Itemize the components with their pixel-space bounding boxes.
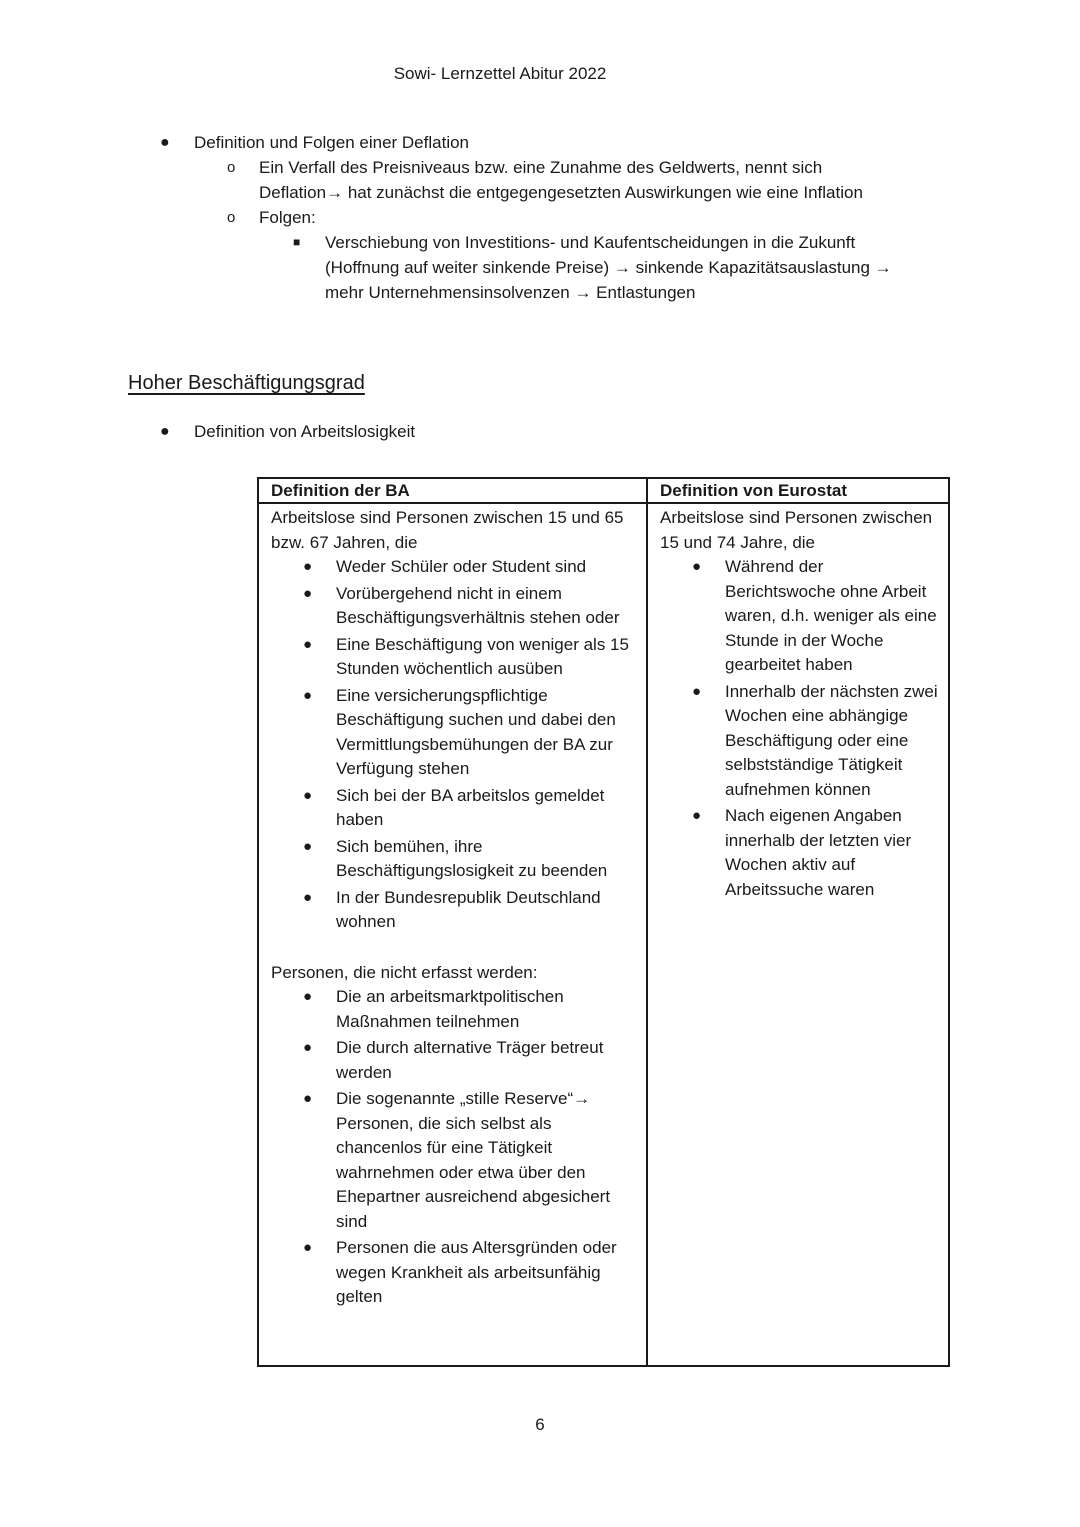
bullet-icon: ● — [160, 134, 170, 151]
list-item: ● Personen die aus Altersgründen oder wegen Krankheit als arbeitsunfähig gelten — [303, 1238, 617, 1306]
unemployment-bullet — [160, 419, 415, 444]
excluded-intro: Personen, die nicht erfasst werden: — [271, 962, 538, 982]
bullet-icon: ● — [303, 1239, 313, 1256]
square-bullet-icon: ■ — [293, 235, 301, 249]
ba-intro: Arbeitslose sind Personen zwischen 15 und 65 bzw. 67 Jahren, die — [271, 508, 624, 552]
deflation-definition-item — [227, 155, 960, 205]
ba-header: Definition der BA — [258, 478, 647, 503]
bullet-icon: ● — [160, 423, 170, 440]
bullet-icon: ● — [303, 888, 313, 906]
list-item: ● Nach eigenen Angaben innerhalb der letzten vier Wochen aktiv auf Arbeitssuche waren — [692, 806, 912, 899]
circle-bullet-icon: o — [227, 159, 236, 176]
excluded-list — [271, 985, 636, 1310]
eurostat-criteria-list — [660, 555, 938, 902]
page-header: Sowi- Lernzettel Abitur 2022 — [393, 64, 607, 83]
ba-cell — [258, 503, 647, 1366]
eurostat-header: Definition von Eurostat — [647, 478, 949, 503]
bullet-icon: ● — [303, 584, 313, 602]
list-item: ● Innerhalb der nächsten zwei Wochen eine abhängige Beschäftigung oder eine selbstständige Tätigkeit aufnehmen können — [692, 681, 938, 799]
consequence-item — [291, 230, 960, 305]
definition-line: Ein Verfall des Preisniveaus bzw. eine Zunahme des Geldwerts, nennt sich — [259, 158, 823, 177]
ba-criteria-list — [271, 555, 636, 935]
bullet-icon: ● — [692, 682, 702, 700]
bullet-icon: ● — [303, 1039, 313, 1056]
eurostat-intro: Arbeitslose sind Personen zwischen 15 und 74 Jahre, die — [660, 508, 933, 552]
bullet-icon: ● — [303, 786, 313, 804]
unemployment-subheading: Definition von Arbeitslosigkeit — [194, 422, 416, 441]
list-item: ● Eine Beschäftigung von weniger als 15 Stunden wöchentlich ausüben — [303, 634, 629, 678]
list-item: ● Die durch alternative Träger betreut werden — [303, 1038, 604, 1082]
list-item: ● Die sogenannte „stille Reserve“→ Personen, die sich selbst als chancenlos für eine Tätigkeit wahrnehmen oder etwa über den Ehepartner ausreichend abgesichert sind — [303, 1089, 611, 1231]
list-item: ● Sich bemühen, ihre Beschäftigungslosigkeit zu beenden — [303, 836, 608, 880]
list-item: ● Eine versicherungspflichtige Beschäftigung suchen und dabei den Vermittlungsbemühungen der BA zur Verfügung stehen — [303, 685, 616, 778]
deflation-bullet — [160, 130, 960, 155]
page-number: 6 — [535, 1415, 545, 1434]
bullet-icon: ● — [692, 807, 702, 824]
consequences-label: Folgen: — [259, 208, 316, 227]
list-item: ● Sich bei der BA arbeitslos gemeldet haben — [303, 785, 605, 829]
section-title: Hoher Beschäftigungsgrad — [128, 372, 365, 394]
deflation-section — [160, 130, 960, 305]
eurostat-cell — [647, 503, 949, 1366]
bullet-icon: ● — [303, 635, 313, 653]
bullet-icon: ● — [303, 1090, 313, 1107]
bullet-icon: ● — [692, 558, 702, 575]
bullet-icon: ● — [303, 558, 313, 575]
list-item: ● Die an arbeitsmarktpolitischen Maßnahmen teilnehmen — [303, 987, 564, 1031]
circle-bullet-icon: o — [227, 209, 236, 226]
consequence-line: mehr Unternehmensinsolvenzen → Entlastungen — [325, 283, 696, 302]
definition-line: Deflation→ hat zunächst die entgegengesetzten Auswirkungen wie eine Inflation — [259, 183, 863, 202]
list-item: ● Weder Schüler oder Student sind — [271, 555, 636, 580]
list-item: ● Während der Berichtswoche ohne Arbeit waren, d.h. weniger als eine Stunde in der Woche gearbeitet haben — [692, 557, 937, 674]
bullet-icon: ● — [303, 837, 313, 855]
consequence-line: Verschiebung von Investitions- und Kaufentscheidungen in die Zukunft — [325, 233, 856, 252]
list-item: ● Vorübergehend nicht in einem Beschäftigungsverhältnis stehen oder — [303, 583, 620, 627]
deflation-consequences-item — [227, 205, 960, 230]
consequence-line: (Hoffnung auf weiter sinkende Preise) → sinkende Kapazitätsauslastung → — [325, 258, 892, 277]
definition-table — [257, 477, 950, 1367]
bullet-icon: ● — [303, 988, 313, 1005]
bullet-icon: ● — [303, 686, 313, 704]
deflation-heading: Definition und Folgen einer Deflation — [194, 133, 470, 152]
list-item: ● In der Bundesrepublik Deutschland wohnen — [303, 887, 601, 931]
